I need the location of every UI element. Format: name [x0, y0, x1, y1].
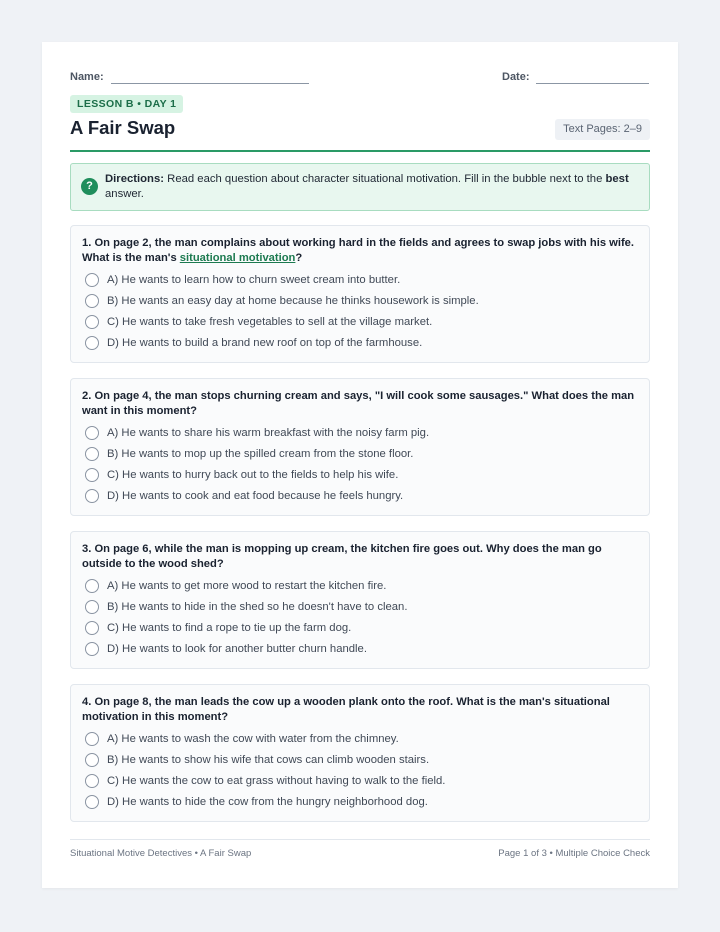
answer-option-d[interactable]	[85, 641, 639, 657]
answer-text: D) He wants to build a brand new roof on top of the farmhouse.	[107, 337, 423, 349]
answer-text: B) He wants an easy day at home because he thinks housework is simple.	[107, 295, 479, 307]
question-mark-icon: ?	[81, 178, 98, 195]
question-text: 4. On page 8, the man leads the cow up a wooden plank onto the roof. What is the man's situational motivation in this moment?	[82, 696, 610, 723]
question-text: 3. On page 6, while the man is mopping up cream, the kitchen fire goes out. Why does the man go outside to the wood shed?	[82, 543, 602, 570]
answer-text: C) He wants to find a rope to tie up the farm dog.	[107, 622, 352, 634]
answer-option-b[interactable]	[85, 293, 639, 309]
answer-option-d[interactable]	[85, 488, 639, 504]
answer-option-a[interactable]	[85, 731, 639, 747]
answer-bubble[interactable]	[85, 447, 99, 461]
answer-option-a[interactable]	[85, 272, 639, 288]
answer-bubble[interactable]	[85, 294, 99, 308]
answer-bubble[interactable]	[85, 621, 99, 635]
title-divider	[70, 150, 650, 152]
worksheet-page	[42, 42, 678, 888]
answer-bubble[interactable]	[85, 732, 99, 746]
answer-text: A) He wants to get more wood to restart the kitchen fire.	[107, 580, 387, 592]
answer-bubble[interactable]	[85, 426, 99, 440]
answer-bubble[interactable]	[85, 753, 99, 767]
answer-bubble[interactable]	[85, 468, 99, 482]
answer-option-d[interactable]	[85, 335, 639, 351]
directions-box	[70, 163, 650, 211]
answer-option-b[interactable]	[85, 446, 639, 462]
answer-text: C) He wants to hurry back out to the fields to help his wife.	[107, 469, 399, 481]
answer-bubble[interactable]	[85, 315, 99, 329]
question-card-3	[70, 531, 650, 669]
question-card-2	[70, 378, 650, 516]
date-label: Date:	[502, 71, 530, 83]
answer-text: A) He wants to learn how to churn sweet cream into butter.	[107, 274, 401, 286]
directions-ending: answer.	[105, 187, 144, 200]
answer-bubble[interactable]	[85, 774, 99, 788]
footer-divider	[70, 839, 650, 840]
lesson-badge: LESSON B • DAY 1	[70, 95, 183, 113]
text-pages-badge: Text Pages: 2–9	[555, 119, 650, 140]
answer-text: C) He wants to take fresh vegetables to sell at the village market.	[107, 316, 433, 328]
answer-option-c[interactable]	[85, 620, 639, 636]
question-text: 2. On page 4, the man stops churning cream and says, "I will cook some sausages." What does the man want in this moment?	[82, 390, 635, 417]
answer-bubble[interactable]	[85, 579, 99, 593]
page-title: A Fair Swap	[70, 117, 176, 138]
answer-bubble[interactable]	[85, 336, 99, 350]
vocabulary-term-link[interactable]: situational motivation	[179, 251, 296, 264]
answer-text: D) He wants to cook and eat food because he feels hungry.	[107, 490, 404, 502]
answer-bubble[interactable]	[85, 600, 99, 614]
answer-text: D) He wants to hide the cow from the hungry neighborhood dog.	[107, 796, 428, 808]
answer-option-a[interactable]	[85, 425, 639, 441]
answer-text: C) He wants the cow to eat grass without having to walk to the field.	[107, 775, 446, 787]
question-card-1	[70, 225, 650, 363]
answer-bubble[interactable]	[85, 273, 99, 287]
answer-bubble[interactable]	[85, 489, 99, 503]
answer-text: A) He wants to wash the cow with water from the chimney.	[107, 733, 399, 745]
question-text-start: 1. On page 2, the man complains about working hard in the fields and agrees to swap jobs with his wife. What is the man's	[82, 237, 635, 264]
answer-option-c[interactable]	[85, 314, 639, 330]
answer-option-b[interactable]	[85, 752, 639, 768]
directions-text	[105, 172, 637, 201]
answer-text: B) He wants to mop up the spilled cream from the stone floor.	[107, 448, 414, 460]
answer-text: B) He wants to show his wife that cows can climb wooden stairs.	[107, 754, 430, 766]
directions-label: Directions:	[105, 173, 165, 185]
answer-option-a[interactable]	[85, 578, 639, 594]
answer-option-c[interactable]	[85, 467, 639, 483]
answer-option-c[interactable]	[85, 773, 639, 789]
answer-text: D) He wants to look for another butter churn handle.	[107, 643, 367, 655]
name-field[interactable]	[111, 83, 309, 84]
answer-bubble[interactable]	[85, 642, 99, 656]
answer-bubble[interactable]	[85, 795, 99, 809]
directions-body: Read each question about character situational motivation. Fill in the bubble next to the	[164, 173, 606, 185]
student-info-row	[70, 69, 650, 87]
answer-text: A) He wants to share his warm breakfast with the noisy farm pig.	[107, 427, 430, 439]
name-label: Name:	[70, 71, 104, 83]
question-text-end: ?	[295, 251, 303, 264]
directions-emphasis: best	[605, 173, 629, 185]
footer-page-info: Page 1 of 3 • Multiple Choice Check	[498, 848, 650, 859]
worksheet-content	[70, 42, 650, 888]
question-text	[82, 236, 639, 265]
question-card-4	[70, 684, 650, 822]
date-field[interactable]	[536, 83, 649, 84]
answer-text: B) He wants to hide in the shed so he doesn't have to clean.	[107, 601, 408, 613]
answer-option-d[interactable]	[85, 794, 639, 810]
footer-worksheet-name: Situational Motive Detectives • A Fair Swap	[70, 848, 252, 859]
answer-option-b[interactable]	[85, 599, 639, 615]
